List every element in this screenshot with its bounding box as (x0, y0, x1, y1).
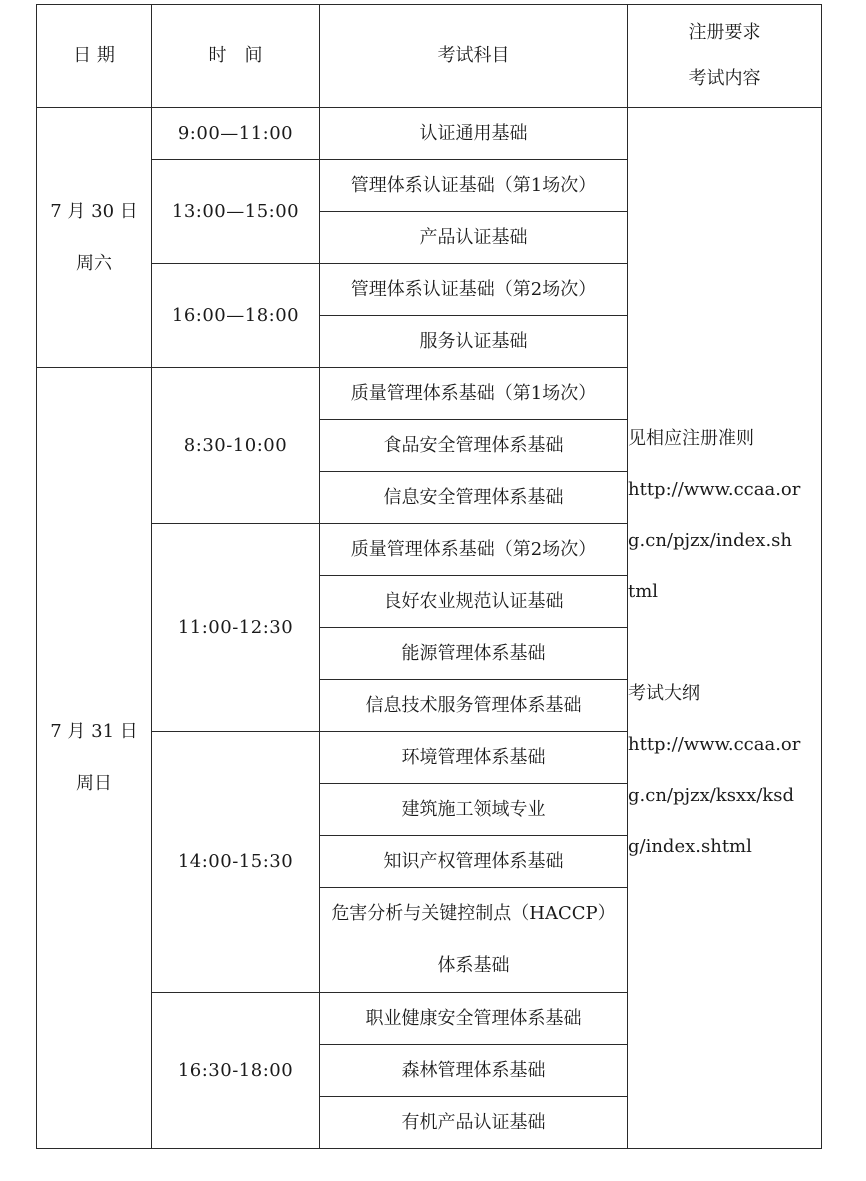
subject-cell: 认证通用基础 (320, 108, 628, 160)
header-subject: 考试科目 (320, 5, 628, 108)
subject-cell: 质量管理体系基础（第2场次） (320, 524, 628, 576)
rule-url-line[interactable]: g.cn/pjzx/index.sh (628, 530, 793, 551)
outline-url-line[interactable]: http://www.ccaa.or (628, 734, 801, 755)
subject-cell: 信息技术服务管理体系基础 (320, 680, 628, 732)
outline-url-line[interactable]: g/index.shtml (628, 836, 752, 857)
day2-date-cell (37, 368, 152, 1149)
day1-slot2-time: 13:00—15:00 (152, 160, 320, 264)
subject-cell: 信息安全管理体系基础 (320, 472, 628, 524)
day1-slot3-time: 16:00—18:00 (152, 264, 320, 368)
subject-cell: 能源管理体系基础 (320, 628, 628, 680)
day2-slot3-time: 14:00-15:30 (152, 732, 320, 993)
subject-cell: 质量管理体系基础（第1场次） (320, 368, 628, 420)
subject-cell: 有机产品认证基础 (320, 1097, 628, 1149)
day2-slot4-time: 16:30-18:00 (152, 993, 320, 1149)
day2-slot1-time: 8:30-10:00 (152, 368, 320, 524)
subject-cell: 建筑施工领域专业 (320, 784, 628, 836)
outline-text: 考试大纲 (628, 683, 700, 704)
haccp-line2: 体系基础 (437, 955, 510, 976)
subject-cell: 职业健康安全管理体系基础 (320, 993, 628, 1045)
day1-weekday: 周六 (76, 252, 112, 274)
outline-url-line[interactable]: g.cn/pjzx/ksxx/ksd (628, 785, 794, 806)
subject-cell: 产品认证基础 (320, 212, 628, 264)
day1-slot1-time: 9:00—11:00 (152, 108, 320, 160)
day1-date: 7 月 30 日 (50, 200, 138, 222)
subject-cell: 知识产权管理体系基础 (320, 836, 628, 888)
subject-cell: 环境管理体系基础 (320, 732, 628, 784)
rule-url-line[interactable]: http://www.ccaa.or (628, 479, 801, 500)
header-info (628, 5, 822, 108)
haccp-line1: 危害分析与关键控制点（HACCP） (331, 903, 616, 924)
subject-cell: 食品安全管理体系基础 (320, 420, 628, 472)
subject-cell: 管理体系认证基础（第2场次） (320, 264, 628, 316)
subject-cell: 森林管理体系基础 (320, 1045, 628, 1097)
header-time: 时 间 (152, 5, 320, 108)
day2-slot2-time: 11:00-12:30 (152, 524, 320, 732)
subject-cell-haccp (320, 888, 628, 993)
header-info-line2: 考试内容 (688, 68, 761, 89)
header-row (37, 5, 822, 108)
subject-cell: 良好农业规范认证基础 (320, 576, 628, 628)
day1-date-cell (37, 108, 152, 368)
header-date: 日 期 (37, 5, 152, 108)
day2-weekday: 周日 (76, 773, 112, 794)
subject-cell: 服务认证基础 (320, 316, 628, 368)
rule-text: 见相应注册准则 (628, 428, 754, 449)
rule-url-line[interactable]: tml (628, 581, 659, 602)
table-row (37, 108, 822, 160)
exam-schedule-table (36, 4, 822, 1149)
info-cell (628, 108, 822, 1149)
subject-cell: 管理体系认证基础（第1场次） (320, 160, 628, 212)
header-info-line1: 注册要求 (688, 22, 761, 43)
day2-date: 7 月 31 日 (50, 721, 138, 742)
